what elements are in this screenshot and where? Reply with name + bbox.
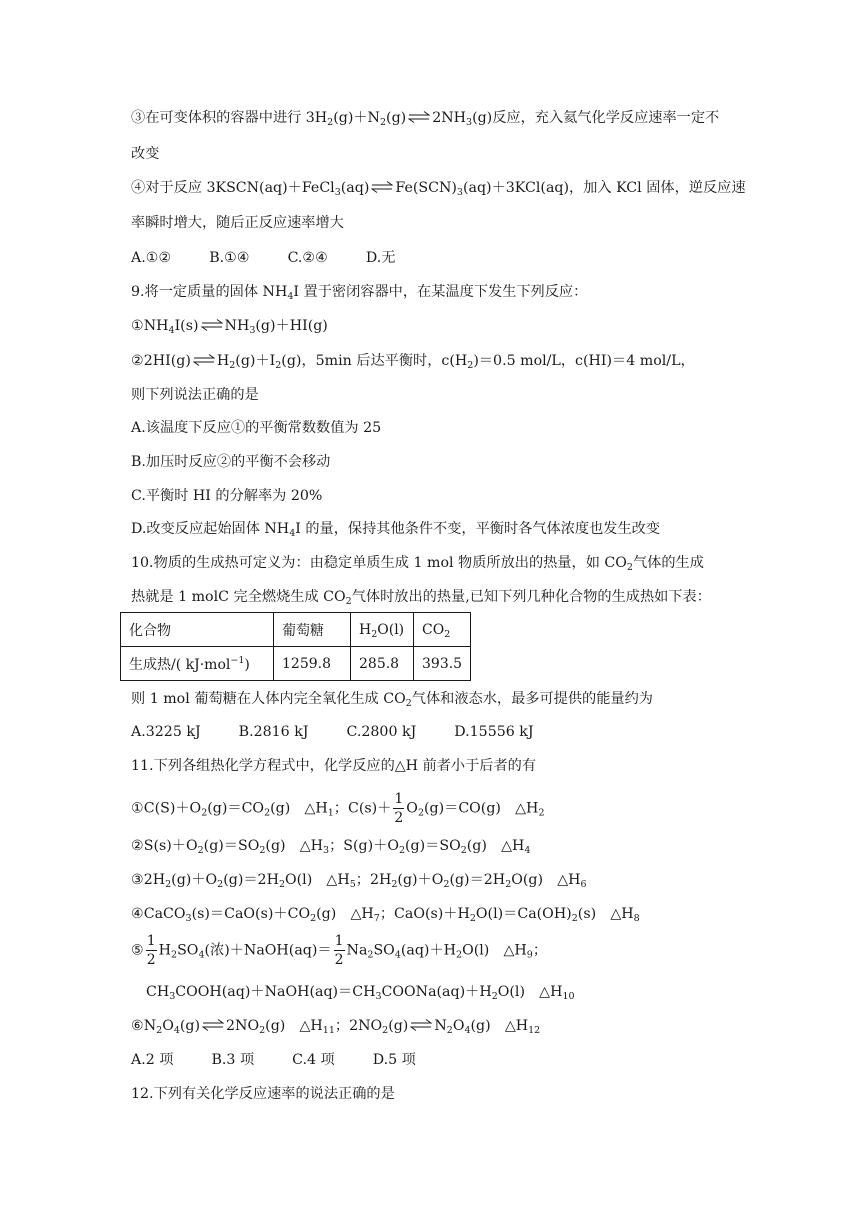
option-a[interactable]: A.3225 kJ: [131, 724, 201, 740]
q11-eq-3: $③2H_2(g)+O_2(g)=2H_2O(l)$ $\triangle H_5$；$2H_2(g)+O_2(g)=2H_2O(g)$ $\triangle H_6$: [131, 872, 587, 890]
option-b[interactable]: B.①④: [209, 250, 250, 266]
q10-stem-line1: 10.物质的生成热可定义为：由稳定单质生成 1 mol 物质所放出的热量，如 $CO_2$气体的生成: [131, 555, 704, 573]
q10-stem-line2: 热就是 1 molC 完全燃烧生成 $CO_2$气体时放出的热量,已知下列几种化合物的生成热如下表：: [131, 589, 711, 607]
q9-reaction-1: $①NH_4I(s)$ $NH_3(g)+HI(g)$: [131, 318, 328, 336]
q10-options: [131, 722, 572, 742]
q12-stem: 12.下列有关化学反应速率的说法正确的是: [131, 1086, 395, 1102]
q11-eq-5: ⑤ $\frac{1}{2}$ $H_2SO_4$(浓)＋NaOH(aq)＝ $\frac{1}{2}$ $Na_2SO_4(aq)+H_2O(l)$ $\triangle H_9$；: [131, 933, 548, 968]
option-a[interactable]: A.2 项: [131, 1052, 174, 1068]
q11-eq-4: $④CaCO_3(s)=CaO(s)+CO_2(g)$ $\triangle H_7$；$CaO(s)+H_2O(l)=Ca(OH)_2(s)$ $\triangle H_8$: [131, 906, 640, 924]
q8-item4-line2: 率瞬时增大，随后正反应速率增大: [131, 215, 344, 231]
option-b[interactable]: B.3 项: [211, 1052, 255, 1068]
q11-eq-1: $①C(S)+O_2(g)=CO_2(g)$ $\triangle H_1$；C(s)＋ $\frac{1}{2}$ $O_2(g)=CO(g)$ $\triangle H_2$: [131, 791, 545, 826]
option-c[interactable]: C.②④: [287, 250, 328, 266]
equilibrium-arrow-icon: [410, 1019, 432, 1031]
q11-eq-6: $⑥N_2O_4(g)$ $2NO_2(g)$ $\triangle H_{11}$；$2NO_2(g)$ $N_2O_4(g)$ $\triangle H_{12}$: [131, 1018, 541, 1036]
equilibrium-arrow-icon: [202, 1019, 224, 1031]
q9-option-c[interactable]: C.平衡时 HI 的分解率为 20%: [131, 488, 323, 504]
table-header-co2: $CO_2$: [414, 613, 471, 647]
q9-option-d[interactable]: D.改变反应起始固体 $NH_4I$ 的量，保持其他条件不变，平衡时各气体浓度也发生改变: [131, 521, 661, 539]
table-header-glucose: 葡萄糖: [274, 613, 351, 647]
q11-stem: 11.下列各组热化学方程式中，化学反应的△H 前者小于后者的有: [131, 758, 537, 774]
equilibrium-arrow-icon: [408, 111, 430, 123]
fraction-one-half: $\frac{1}{2}$: [394, 791, 404, 826]
table-row: [121, 647, 471, 681]
q8-item3-line1: ③在可变体积的容器中进行 $3H_2(g)+N_2(g)$ $2NH_3(g)$反应，充入氦气化学反应速率一定不: [131, 110, 720, 128]
table-cell: 393.5: [414, 647, 471, 681]
q11-eq-5-line2: $CH_3COOH(aq)+NaOH(aq)=CH_3COONa(aq)+H_2O(l)$ $\triangle H_{10}$: [146, 984, 575, 1002]
q8-options: [131, 248, 433, 268]
q9-ask: 则下列说法正确的是: [131, 387, 259, 403]
equilibrium-arrow-icon: [201, 319, 223, 331]
q8-item4-line1: ④对于反应 3KSCN(aq)＋FeCl$_3$(aq) $Fe(SCN)_3(aq)+3KCl(aq)$，加入 KCl 固体，逆反应速: [131, 180, 746, 198]
q9-reaction-2: ②2HI(g) $H_2(g)+I_2(g)$，5min 后达平衡时，$c(H_2)=0.5$ mol/L，c(HI)＝4 mol/L，: [131, 353, 695, 371]
option-c[interactable]: C.2800 kJ: [346, 724, 417, 740]
equilibrium-arrow-icon: [193, 354, 215, 366]
q11-options: [131, 1050, 454, 1070]
equilibrium-arrow-icon: [371, 181, 393, 193]
option-b[interactable]: B.2816 kJ: [238, 724, 309, 740]
q9-stem: 9.将一定质量的固体 $NH_4I$ 置于密闭容器中，在某温度下发生下列反应：: [131, 284, 588, 302]
q9-option-a[interactable]: A.该温度下反应①的平衡常数数值为 25: [131, 420, 382, 436]
option-d[interactable]: D.5 项: [372, 1052, 416, 1068]
table-row-label: 生成热/( kJ·mol$^{-1}$): [121, 647, 274, 681]
q10-ask: 则 1 mol 葡萄糖在人体内完全氧化生成 $CO_2$气体和液态水，最多可提供的能量约为: [131, 691, 653, 709]
table-header-water: $H_2O(l)$: [351, 613, 414, 647]
q9-option-b[interactable]: B.加压时反应②的平衡不会移动: [131, 454, 331, 470]
fraction-one-half: $\frac{1}{2}$: [334, 933, 344, 968]
fraction-one-half: $\frac{1}{2}$: [146, 933, 156, 968]
option-d[interactable]: D.无: [365, 250, 396, 266]
q11-eq-2: $②S(s)+O_2(g)=SO_2(g)$ $\triangle H_3$；$S(g)+O_2(g)=SO_2(g)$ $\triangle H_4$: [131, 838, 531, 856]
option-d[interactable]: D.15556 kJ: [454, 724, 534, 740]
table-header-compound: 化合物: [121, 613, 274, 647]
formation-heat-table: [120, 612, 471, 681]
option-c[interactable]: C.4 项: [292, 1052, 335, 1068]
table-row: [121, 613, 471, 647]
table-cell: 285.8: [351, 647, 414, 681]
table-cell: 1259.8: [274, 647, 351, 681]
q8-item3-line2: 改变: [131, 146, 160, 162]
option-a[interactable]: A.①②: [131, 250, 172, 266]
